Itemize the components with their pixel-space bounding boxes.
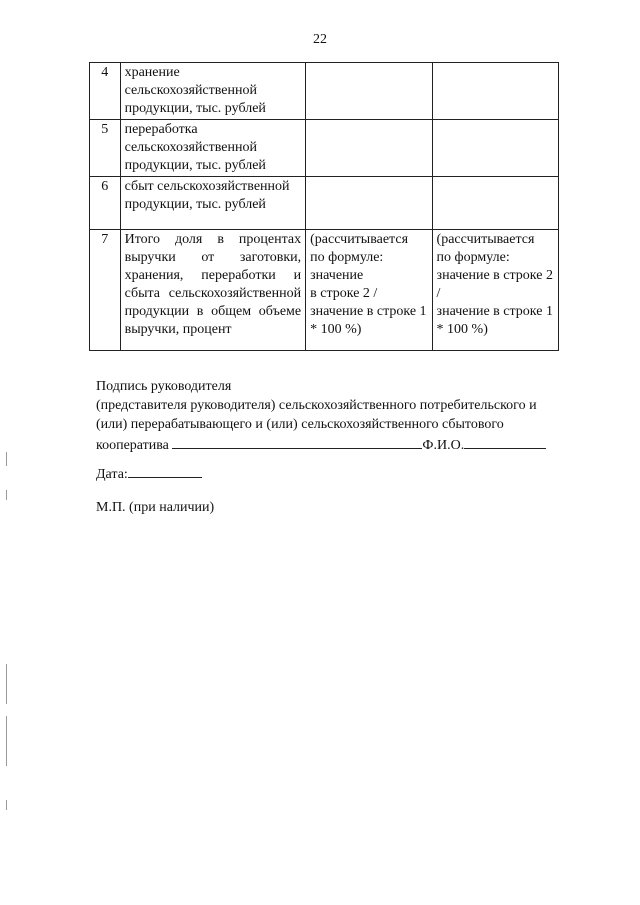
row-number: 5	[90, 120, 121, 177]
signature-line: (представителя руководителя) сельскохозяйственного потребительского и	[96, 398, 537, 413]
row-label: Итого доля в процентах выручки от заготовки, хранения, переработки и сбыта сельскохозяйственной продукции в общем объеме выручки, процент	[120, 230, 306, 351]
row-number: 6	[90, 177, 121, 230]
row-label: сбыт сельскохозяйственной продукции, тыс. рублей	[120, 177, 306, 230]
table-row	[90, 120, 559, 177]
row-number: 7	[90, 230, 121, 351]
row-label: хранение сельскохозяйственной продукции, тыс. рублей	[120, 63, 306, 120]
table-cell-value	[432, 63, 558, 120]
signature-line	[96, 434, 576, 455]
scan-artifact	[6, 452, 7, 466]
signature-line: Подпись руководителя	[96, 379, 232, 394]
revenue-share-table	[89, 62, 559, 351]
signature-field[interactable]	[172, 434, 422, 449]
cooperative-label: кооператива	[96, 438, 169, 453]
scan-artifact	[6, 664, 7, 704]
formula-note: (рассчитывается по формуле: значение в строке 2 / значение в строке 1 * 100 %)	[306, 230, 432, 351]
date-field[interactable]	[128, 463, 202, 478]
table-cell-value	[432, 177, 558, 230]
fio-label: Ф.И.О.	[422, 438, 465, 453]
table-row	[90, 177, 559, 230]
table-cell-value	[306, 63, 432, 120]
scan-artifact	[6, 490, 7, 500]
signature-block	[96, 377, 576, 455]
signature-line: (или) перерабатывающего и (или) сельскохозяйственного сбытового	[96, 417, 504, 432]
row-number: 4	[90, 63, 121, 120]
page-number: 22	[313, 32, 327, 47]
fio-field[interactable]	[464, 434, 546, 449]
scan-artifact	[6, 800, 7, 810]
table-row	[90, 230, 559, 351]
table-cell-value	[306, 120, 432, 177]
scan-artifact	[6, 716, 7, 766]
table-row	[90, 63, 559, 120]
formula-note: (рассчитывается по формуле: значение в строке 2 / значение в строке 1 * 100 %)	[432, 230, 558, 351]
table-cell-value	[306, 177, 432, 230]
row-label: переработка сельскохозяйственной продукции, тыс. рублей	[120, 120, 306, 177]
date-label: Дата:	[96, 467, 128, 482]
table-cell-value	[432, 120, 558, 177]
date-row	[96, 463, 202, 484]
stamp-label: М.П. (при наличии)	[96, 500, 215, 515]
